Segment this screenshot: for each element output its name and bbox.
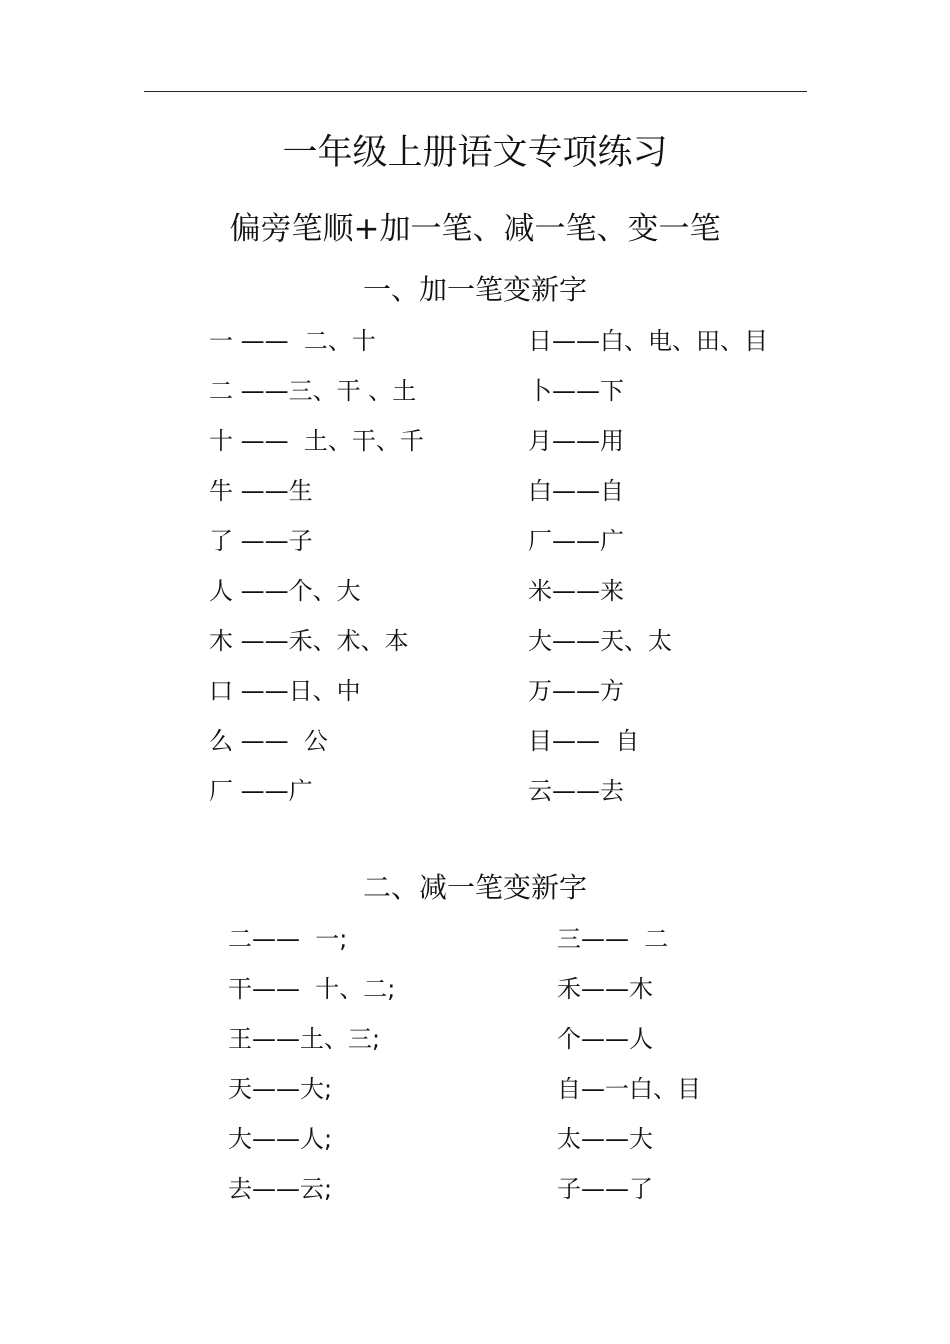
header-rule [144,91,807,92]
remove-stroke-left-list [228,923,395,1223]
section-heading-remove-stroke: 二、减一笔变新字 [362,871,587,904]
list-item: 万——方 [528,677,624,705]
list-item: 三—— 二 [557,925,669,953]
list-item: 云——去 [528,777,624,805]
list-item: 目—— 自 [528,727,640,755]
section-heading-add-stroke: 一、加一笔变新字 [362,273,587,306]
list-item: 木 ——禾、术、本 [209,627,409,655]
remove-stroke-right-list [557,923,701,1223]
list-item: 个——人 [557,1025,653,1053]
list-item: 禾——木 [557,975,653,1003]
list-item: 王——土、三; [228,1025,381,1053]
list-item: 大——人; [228,1125,333,1153]
list-item: 子——了 [557,1175,653,1203]
list-item: 厂——广 [528,527,624,555]
list-item: 了 ——子 [209,527,313,555]
list-item: 厂 ——广 [209,777,313,805]
list-item: 自—一白、目 [557,1075,701,1103]
list-item: 一 —— 二、十 [209,327,376,355]
list-item: 月——用 [528,427,624,455]
list-item: 米——来 [528,577,624,605]
list-item: 二 ——三、干 、土 [209,377,417,405]
list-item: 大——天、太 [528,627,672,655]
list-item: 天——大; [228,1075,333,1103]
list-item: 日——白、电、田、目 [528,327,768,355]
list-item: 牛 ——生 [209,477,313,505]
list-item: 人 ——个、大 [209,577,361,605]
list-item: 干—— 十、二; [228,975,396,1003]
add-stroke-left-list [209,325,424,825]
list-item: 十 —— 土、干、千 [209,427,424,455]
page-title: 一年级上册语文专项练习 [282,133,668,173]
list-item: 去——云; [228,1175,333,1203]
add-stroke-right-list [528,325,768,825]
list-item: 太——大 [557,1125,653,1153]
list-item: 二—— 一; [228,925,348,953]
list-item: 口 ——日、中 [209,677,361,705]
list-item: 么 —— 公 [209,727,328,755]
list-item: 白——自 [528,477,624,505]
list-item: 卜——下 [528,377,624,405]
page-subtitle: 偏旁笔顺+加一笔、减一笔、变一笔 [229,211,721,247]
